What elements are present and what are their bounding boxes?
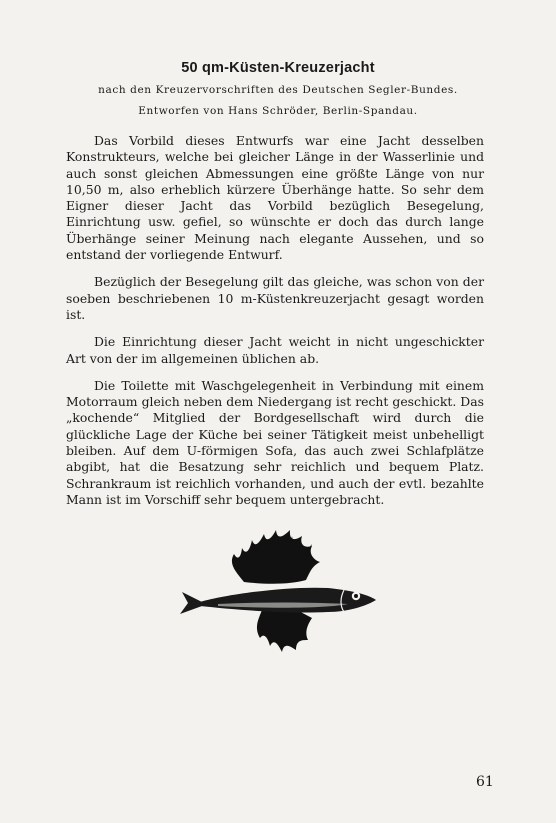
page-number: 61	[476, 774, 494, 790]
page-title: 50 qm-Küsten-Kreuzerjacht	[181, 60, 375, 76]
designer-credit: Entworfen von Hans Schröder, Berlin-Spandau.	[138, 105, 418, 117]
paragraph-2: Bezüglich der Besegelung gilt das gleiche, was schon von der soeben beschriebenen 10 m-Küstenkreuzerjacht gesagt worden ist.	[66, 274, 484, 322]
body-text	[66, 133, 484, 519]
page-subtitle: nach den Kreuzervorschriften des Deutschen Segler-Bundes.	[98, 84, 458, 96]
paragraph-1: Das Vorbild dieses Entwurfs war eine Jacht desselben Konstrukteurs, welche bei gleicher Länge in der Wasserlinie und auch sonst gleichen Abmessungen eine größte Länge von nur 10,50 m, also erheblich kürzere Überhänge hatte. So sehr dem Eigner dieser Jacht das Vorbild bezüglich Besegelung, Einrichtung usw. gefiel, so wünschte er doch das durch lange Überhänge seiner Meinung nach elegante Aussehen, und so entstand der vorliegende Entwurf.	[66, 133, 484, 263]
paragraph-3: Die Einrichtung dieser Jacht weicht in nicht ungeschickter Art von der im allgemeinen üblichen ab.	[66, 334, 484, 366]
flying-fish-icon	[178, 528, 378, 656]
paragraph-4: Die Toilette mit Waschgelegenheit in Verbindung mit einem Motorraum gleich neben dem Niedergang ist recht geschickt. Das „kochende“ Mitglied der Bordgesellschaft wird durch die glückliche Lage der Küche bei seiner Tätigkeit meist unbehelligt bleiben. Auf dem U-förmigen Sofa, das auch zwei Schlafplätze abgibt, hat die Besatzung sehr reichlich und bequem Platz. Schrankraum ist reichlich vorhanden, und auch der evtl. bezahlte Mann ist im Vorschiff sehr bequem untergebracht.	[66, 377, 484, 507]
